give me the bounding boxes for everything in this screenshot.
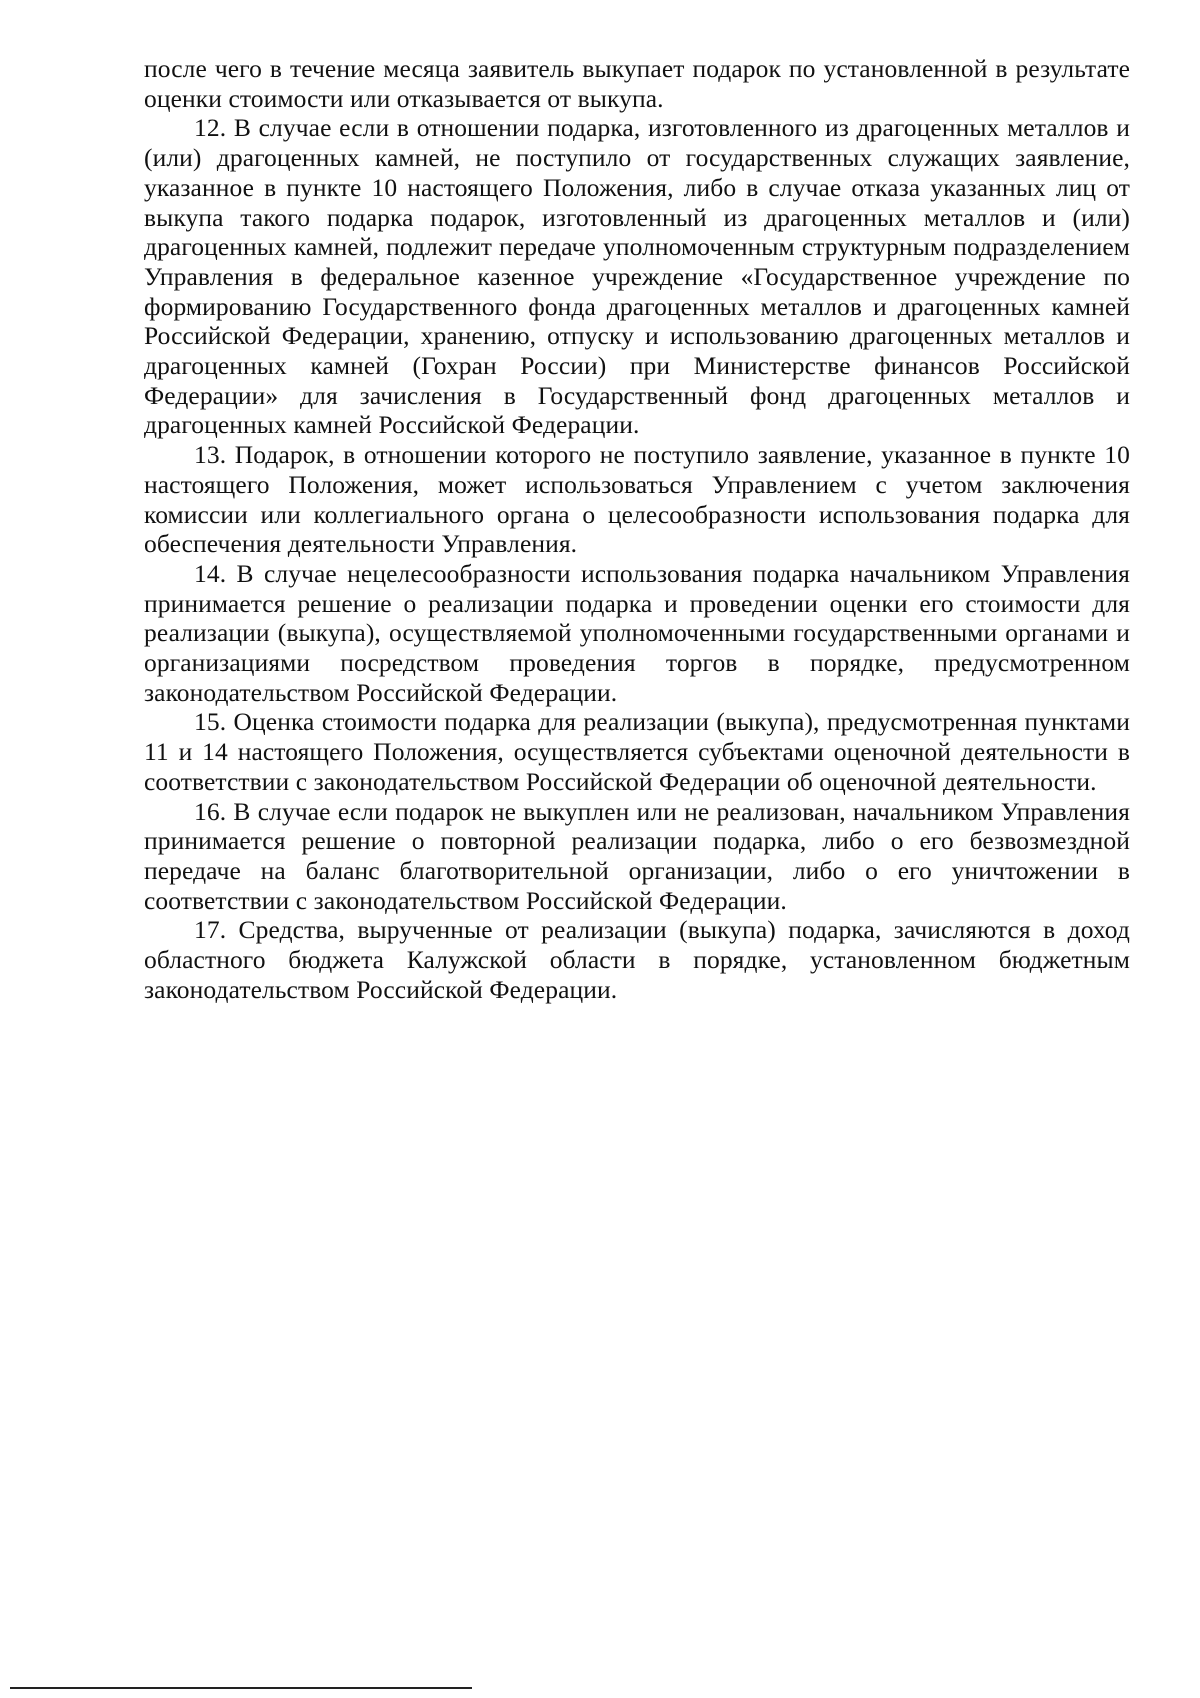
paragraph-12: 12. В случае если в отношении подарка, изготовленного из драгоценных металлов и (или) драгоценных камней, не поступило от государственных служащих заявление, указанное в пункте 10 настоящего Положения, либо в случае отказа указанных лиц от выкупа такого подарка подарок, изготовленный из драгоценных металлов и (или) драгоценных камней, подлежит передаче уполномоченным структурным подразделением Управления в федеральное казенное учреждение «Государственное учреждение по формированию Государственного фонда драгоценных металлов и драгоценных камней Российской Федерации, хранению, отпуску и использованию драгоценных металлов и драгоценных камней (Гохран России) при Министерстве финансов Российской Федерации» для зачисления в Государственный фонд драгоценных металлов и драгоценных камней Российской Федерации. [144,113,1130,440]
paragraph-continuation: после чего в течение месяца заявитель выкупает подарок по установленной в результате оценки стоимости или отказывается от выкупа. [144,54,1130,113]
paragraph-17: 17. Средства, вырученные от реализации (выкупа) подарка, зачисляются в доход областного бюджета Калужской области в порядке, установленном бюджетным законодательством Российской Федерации. [144,915,1130,1004]
footer-rule [10,1687,472,1689]
paragraph-14: 14. В случае нецелесообразности использования подарка начальником Управления принимается решение о реализации подарка и проведении оценки его стоимости для реализации (выкупа), осуществляемой уполномоченными государственными органами и организациями посредством проведения торгов в порядке, предусмотренном законодательством Российской Федерации. [144,558,1130,707]
paragraph-16: 16. В случае если подарок не выкуплен или не реализован, начальником Управления принимается решение о повторной реализации подарка, либо о его безвозмездной передаче на баланс благотворительной организации, либо о его уничтожении в соответствии с законодательством Российской Федерации. [144,796,1130,915]
paragraph-15: 15. Оценка стоимости подарка для реализации (выкупа), предусмотренная пунктами 11 и 14 настоящего Положения, осуществляется субъектами оценочной деятельности в соответствии с законодательством Российской Федерации об оценочной деятельности. [144,707,1130,796]
paragraph-13: 13. Подарок, в отношении которого не поступило заявление, указанное в пункте 10 настоящего Положения, может использоваться Управлением с учетом заключения комиссии или коллегиального органа о целесообразности использования подарка для обеспечения деятельности Управления. [144,440,1130,559]
document-body [144,54,1130,1005]
